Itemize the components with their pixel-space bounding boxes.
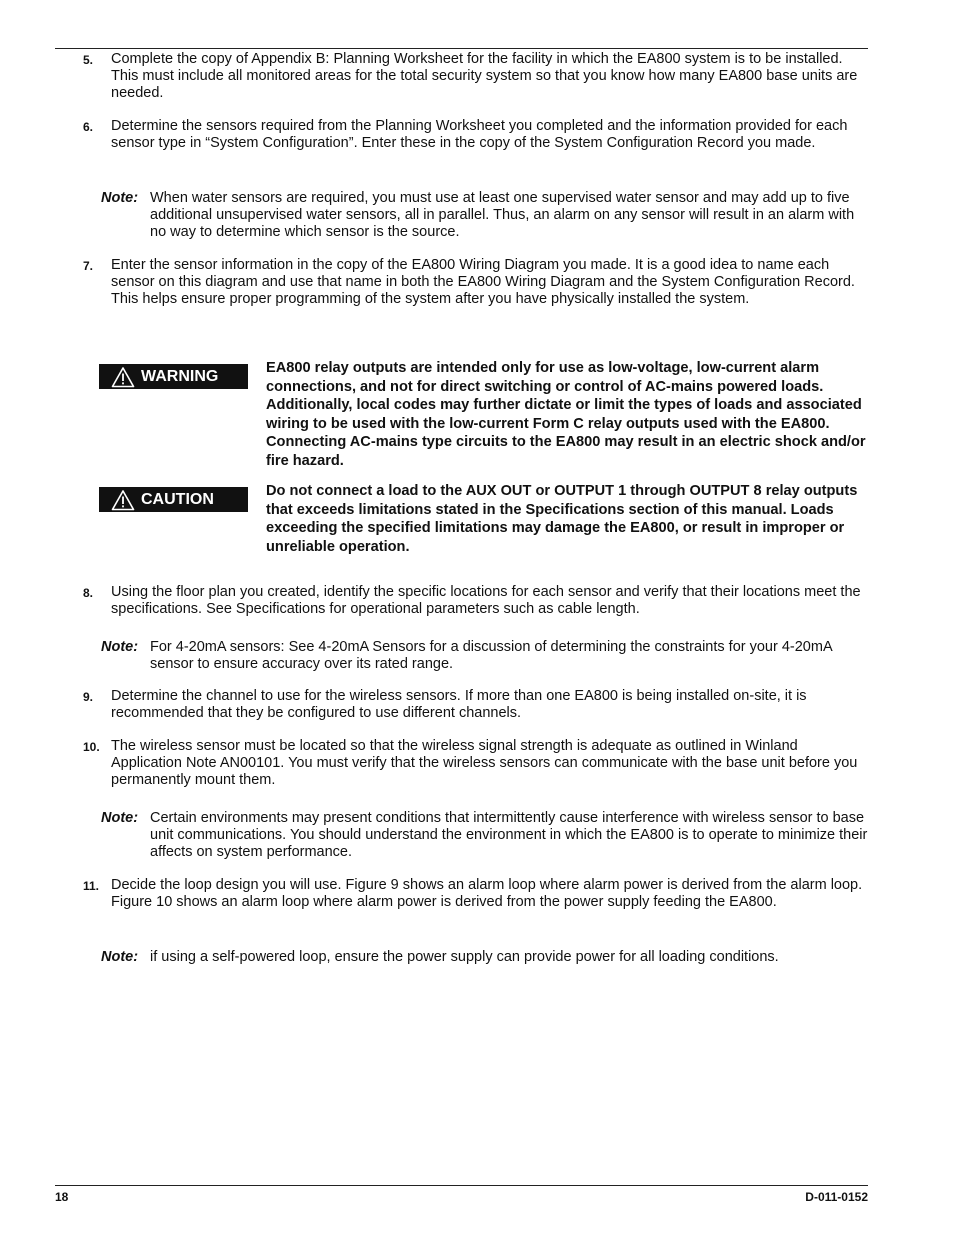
note-label: Note: <box>101 190 139 206</box>
step-text: Using the floor plan you created, identify the specific locations for each sensor and verify that their locations meet the specifications. See Specifications for operational parameters such as cable length. <box>111 584 861 618</box>
warning-badge <box>99 364 248 389</box>
caution-label: CAUTION <box>141 490 214 508</box>
note-text: if using a self-powered loop, ensure the power supply can provide power for all loading conditions. <box>150 949 779 965</box>
caution-text: Do not connect a load to the AUX OUT or OUTPUT 1 through OUTPUT 8 relay outputs that exceeds limitations stated in the Specifications section of this manual. Loads exceeding the specified limitations may damage the EA800, or result in improper or unreliable operation. <box>266 483 858 555</box>
footer-rule <box>55 1185 868 1186</box>
step-text: Enter the sensor information in the copy of the EA800 Wiring Diagram you made. It is a good idea to name each sensor on this diagram and use that name in both the EA800 Wiring Diagram and the System Configuration Record. This helps ensure proper programming of the system after you have physically installed the system. <box>111 257 855 308</box>
step-number: 11. <box>83 879 100 893</box>
step-text: Determine the channel to use for the wireless sensors. If more than one EA800 is being installed on-site, it is recommended that they be configured to use different channels. <box>111 688 807 722</box>
caution-badge <box>99 487 248 512</box>
header-rule <box>55 48 868 49</box>
warning-triangle-icon <box>111 366 135 388</box>
step-text: Decide the loop design you will use. Figure 9 shows an alarm loop where alarm power is derived from the alarm loop. Figure 10 shows an alarm loop where alarm power is derived from the power supply feeding the EA800. <box>111 877 863 911</box>
note-label: Note: <box>101 810 139 826</box>
note-text: For 4-20mA sensors: See 4-20mA Sensors for a discussion of determining the constraints for your 4-20mA sensor to ensure accuracy over its rated range. <box>150 639 832 673</box>
note-text: Certain environments may present conditions that intermittently cause interference with wireless sensor to base unit communications. You should understand the environment in which the EA800 is to operate to minimize their affects on system performance. <box>150 810 868 861</box>
note-text: When water sensors are required, you must use at least one supervised water sensor and may add up to five additional unsupervised water sensors, all in parallel. Thus, an alarm on any sensor will result in an alarm with no way to determine which sensor is the source. <box>150 190 855 241</box>
step-number: 5. <box>83 53 94 67</box>
page-number: 18 <box>55 1190 69 1204</box>
document-id: D-011-0152 <box>805 1190 868 1204</box>
step-number: 6. <box>83 120 94 134</box>
step-number: 8. <box>83 586 94 600</box>
warning-label: WARNING <box>141 367 219 385</box>
step-number: 9. <box>83 690 94 704</box>
warning-text: EA800 relay outputs are intended only for use as low-voltage, low-current alarm connections, and not for direct switching or control of AC-mains powered loads. Additionally, local codes may further dictate or limit the types of loads and associated wiring to be used with the low-current Form C relay outputs used with the EA800. Connecting AC-mains type circuits to the EA800 may result in an electric shock and/or fire hazard. <box>266 360 866 469</box>
warning-triangle-icon <box>111 489 135 511</box>
note-label: Note: <box>101 639 139 655</box>
step-text: Determine the sensors required from the Planning Worksheet you completed and the information provided for each sensor type in “System Configuration”. Enter these in the copy of the System Configuration Record you made. <box>111 118 848 152</box>
step-text: The wireless sensor must be located so that the wireless signal strength is adequate as outlined in Winland Application Note AN00101. You must verify that the wireless sensors can communicate with the base unit before you permanently mount them. <box>111 738 858 789</box>
step-number: 10. <box>83 740 100 754</box>
step-number: 7. <box>83 259 94 273</box>
step-text: Complete the copy of Appendix B: Planning Worksheet for the facility in which the EA800 system is to be installed. This must include all monitored areas for the total security system so that you know how many EA800 base units are needed. <box>111 51 858 102</box>
note-label: Note: <box>101 949 139 965</box>
